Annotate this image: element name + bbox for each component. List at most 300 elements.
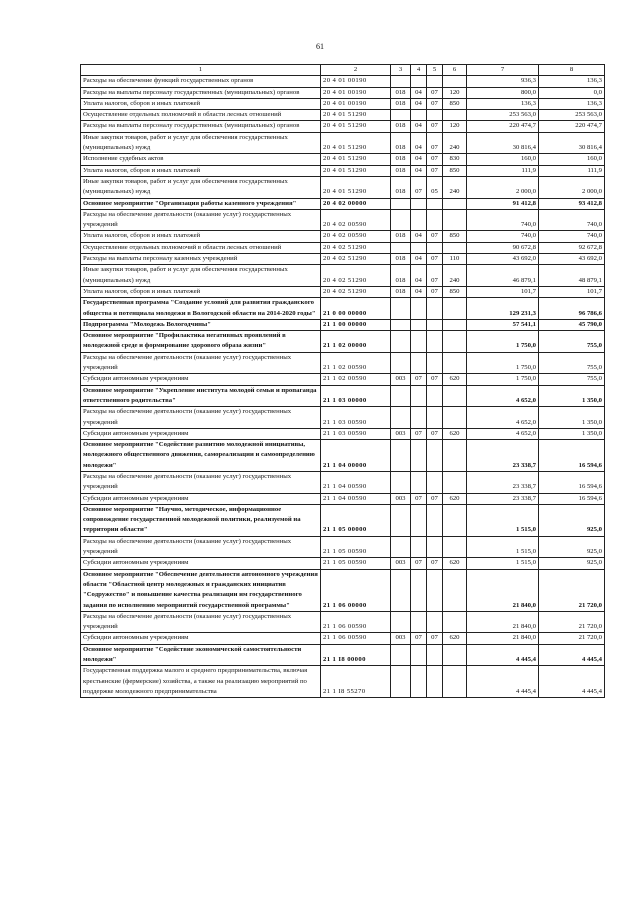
amount-year2-cell: 253 563,0 [539, 110, 605, 121]
expense-type-cell [443, 536, 467, 558]
expense-type-cell: 620 [443, 374, 467, 385]
target-article-cell: 20 4 01 00190 [321, 87, 391, 98]
subsection-cell [427, 440, 443, 472]
table-row [81, 633, 605, 644]
subsection-cell: 07 [427, 374, 443, 385]
amount-year1-cell: 1 515,0 [467, 558, 539, 569]
table-header-row [81, 65, 605, 76]
grbs-cell [391, 209, 411, 231]
page-number: 61 [316, 42, 324, 51]
header-cell: 8 [539, 65, 605, 76]
amount-year2-cell: 136,3 [539, 76, 605, 87]
subsection-cell [427, 298, 443, 320]
amount-year1-cell: 4 652,0 [467, 407, 539, 429]
row-name-cell: Основное мероприятие "Содействие развитию молодежной инициативы, молодежного общественного движения, самореализации и самоопределению молодежи" [81, 440, 321, 472]
target-article-cell: 21 1 03 00000 [321, 385, 391, 407]
target-article-cell: 20 4 01 51290 [321, 165, 391, 176]
target-article-cell: 21 1 06 00000 [321, 569, 391, 611]
subsection-cell: 07 [427, 633, 443, 644]
target-article-cell: 20 4 01 00190 [321, 76, 391, 87]
section-cell [411, 666, 427, 698]
amount-year1-cell: 21 840,0 [467, 633, 539, 644]
amount-year2-cell: 740,0 [539, 209, 605, 231]
amount-year2-cell: 92 672,8 [539, 242, 605, 253]
amount-year1-cell: 800,0 [467, 87, 539, 98]
subsection-cell [427, 242, 443, 253]
amount-year2-cell: 43 692,0 [539, 254, 605, 265]
target-article-cell: 21 1 04 00590 [321, 493, 391, 504]
table-row [81, 231, 605, 242]
amount-year1-cell: 253 563,0 [467, 110, 539, 121]
section-cell: 07 [411, 374, 427, 385]
amount-year2-cell: 111,9 [539, 165, 605, 176]
section-cell [411, 644, 427, 666]
expense-type-cell: 120 [443, 121, 467, 132]
table-row [81, 385, 605, 407]
subsection-cell [427, 471, 443, 493]
expense-type-cell: 240 [443, 176, 467, 198]
subsection-cell [427, 331, 443, 353]
header-cell: 6 [443, 65, 467, 76]
section-cell: 07 [411, 493, 427, 504]
amount-year1-cell: 936,3 [467, 76, 539, 87]
expense-type-cell [443, 331, 467, 353]
grbs-cell: 003 [391, 558, 411, 569]
amount-year1-cell: 23 338,7 [467, 440, 539, 472]
target-article-cell: 20 4 02 00000 [321, 198, 391, 209]
grbs-cell: 018 [391, 176, 411, 198]
target-article-cell: 21 1 02 00590 [321, 374, 391, 385]
row-name-cell: Субсидии автономным учреждениям [81, 633, 321, 644]
subsection-cell [427, 76, 443, 87]
table-row [81, 209, 605, 231]
table-row [81, 666, 605, 698]
section-cell [411, 407, 427, 429]
table-row [81, 265, 605, 287]
table-row [81, 374, 605, 385]
expense-type-cell: 850 [443, 286, 467, 297]
header-cell: 5 [427, 65, 443, 76]
subsection-cell [427, 407, 443, 429]
amount-year1-cell: 30 816,4 [467, 132, 539, 154]
header-cell: 4 [411, 65, 427, 76]
expense-type-cell: 110 [443, 254, 467, 265]
amount-year1-cell: 740,0 [467, 231, 539, 242]
row-name-cell: Расходы на выплаты персоналу государственных (муниципальных) органов [81, 87, 321, 98]
target-article-cell: 21 0 00 00000 [321, 298, 391, 320]
amount-year2-cell: 21 720,0 [539, 633, 605, 644]
section-cell: 04 [411, 132, 427, 154]
subsection-cell [427, 198, 443, 209]
section-cell [411, 440, 427, 472]
subsection-cell: 07 [427, 286, 443, 297]
grbs-cell: 018 [391, 165, 411, 176]
section-cell [411, 298, 427, 320]
table-row [81, 504, 605, 536]
row-name-cell: Осуществление отдельных полномочий в области лесных отношений [81, 242, 321, 253]
table-row [81, 198, 605, 209]
table-row [81, 242, 605, 253]
table-row [81, 331, 605, 353]
grbs-cell [391, 331, 411, 353]
grbs-cell [391, 76, 411, 87]
subsection-cell [427, 110, 443, 121]
row-name-cell: Расходы на выплаты персоналу государственных (муниципальных) органов [81, 121, 321, 132]
target-article-cell: 20 4 02 51290 [321, 254, 391, 265]
amount-year1-cell: 740,0 [467, 209, 539, 231]
section-cell: 07 [411, 428, 427, 439]
row-name-cell: Расходы на обеспечение деятельности (оказание услуг) государственных учреждений [81, 407, 321, 429]
expense-type-cell [443, 352, 467, 374]
subsection-cell: 07 [427, 165, 443, 176]
grbs-cell: 003 [391, 633, 411, 644]
grbs-cell: 003 [391, 493, 411, 504]
grbs-cell: 003 [391, 374, 411, 385]
header-cell: 3 [391, 65, 411, 76]
table-row [81, 644, 605, 666]
amount-year1-cell: 1 750,0 [467, 374, 539, 385]
table-row [81, 98, 605, 109]
table-row [81, 132, 605, 154]
section-cell: 04 [411, 165, 427, 176]
grbs-cell [391, 407, 411, 429]
grbs-cell [391, 504, 411, 536]
row-name-cell: Иные закупки товаров, работ и услуг для обеспечения государственных (муниципальных) нужд [81, 132, 321, 154]
grbs-cell: 018 [391, 87, 411, 98]
amount-year1-cell: 4 445,4 [467, 644, 539, 666]
target-article-cell: 21 1 00 00000 [321, 319, 391, 330]
target-article-cell: 21 1 05 00000 [321, 504, 391, 536]
section-cell: 04 [411, 154, 427, 165]
subsection-cell: 07 [427, 87, 443, 98]
expense-type-cell: 830 [443, 154, 467, 165]
row-name-cell: Субсидии автономным учреждениям [81, 493, 321, 504]
expense-type-cell [443, 198, 467, 209]
amount-year2-cell: 93 412,8 [539, 198, 605, 209]
section-cell: 07 [411, 633, 427, 644]
section-cell [411, 385, 427, 407]
row-name-cell: Расходы на обеспечение деятельности (оказание услуг) государственных учреждений [81, 471, 321, 493]
amount-year2-cell: 220 474,7 [539, 121, 605, 132]
subsection-cell [427, 352, 443, 374]
row-name-cell: Исполнение судебных актов [81, 154, 321, 165]
amount-year1-cell: 23 338,7 [467, 471, 539, 493]
amount-year2-cell: 755,0 [539, 331, 605, 353]
row-name-cell: Субсидии автономным учреждениям [81, 558, 321, 569]
expense-type-cell: 620 [443, 558, 467, 569]
header-cell: 7 [467, 65, 539, 76]
amount-year2-cell: 21 720,0 [539, 611, 605, 633]
grbs-cell [391, 298, 411, 320]
expense-type-cell: 620 [443, 428, 467, 439]
grbs-cell: 018 [391, 132, 411, 154]
table-row [81, 611, 605, 633]
subsection-cell [427, 209, 443, 231]
subsection-cell: 07 [427, 558, 443, 569]
amount-year1-cell: 46 879,1 [467, 265, 539, 287]
row-name-cell: Субсидии автономным учреждениям [81, 428, 321, 439]
target-article-cell: 21 1 06 00590 [321, 633, 391, 644]
section-cell [411, 569, 427, 611]
header-cell: 1 [81, 65, 321, 76]
subsection-cell: 07 [427, 493, 443, 504]
table-row [81, 176, 605, 198]
expense-type-cell [443, 407, 467, 429]
target-article-cell: 21 1 05 00590 [321, 536, 391, 558]
amount-year2-cell: 1 350,0 [539, 407, 605, 429]
row-name-cell: Уплата налогов, сборов и иных платежей [81, 165, 321, 176]
subsection-cell: 07 [427, 98, 443, 109]
target-article-cell: 20 4 01 00190 [321, 98, 391, 109]
row-name-cell: Уплата налогов, сборов и иных платежей [81, 231, 321, 242]
amount-year1-cell: 1 750,0 [467, 352, 539, 374]
row-name-cell: Государственная поддержка малого и среднего предпринимательства, включая крестьянские (фермерские) хозяйства, а также на реализацию мероприятий по поддержке молодежного предпринимательства [81, 666, 321, 698]
grbs-cell: 018 [391, 254, 411, 265]
expense-type-cell [443, 440, 467, 472]
expense-type-cell [443, 611, 467, 633]
grbs-cell: 018 [391, 286, 411, 297]
amount-year2-cell: 101,7 [539, 286, 605, 297]
row-name-cell: Уплата налогов, сборов и иных платежей [81, 286, 321, 297]
amount-year2-cell: 21 720,0 [539, 569, 605, 611]
row-name-cell: Осуществление отдельных полномочий в области лесных отношений [81, 110, 321, 121]
table-row [81, 493, 605, 504]
expense-type-cell [443, 471, 467, 493]
target-article-cell: 21 1 03 00590 [321, 428, 391, 439]
table-row [81, 319, 605, 330]
amount-year2-cell: 1 350,0 [539, 428, 605, 439]
subsection-cell: 05 [427, 176, 443, 198]
section-cell [411, 242, 427, 253]
row-name-cell: Субсидии автономным учреждениям [81, 374, 321, 385]
table-row [81, 471, 605, 493]
subsection-cell [427, 611, 443, 633]
grbs-cell: 018 [391, 265, 411, 287]
amount-year2-cell: 2 000,0 [539, 176, 605, 198]
amount-year1-cell: 1 515,0 [467, 536, 539, 558]
table-row [81, 428, 605, 439]
row-name-cell: Основное мероприятие "Научно, методическое, информационное сопровождение государственной молодежной политики, реализуемой на территории области" [81, 504, 321, 536]
table-row [81, 121, 605, 132]
amount-year2-cell: 740,0 [539, 231, 605, 242]
amount-year2-cell: 48 879,1 [539, 265, 605, 287]
amount-year1-cell: 129 231,3 [467, 298, 539, 320]
table-row [81, 286, 605, 297]
grbs-cell: 018 [391, 121, 411, 132]
subsection-cell: 07 [427, 265, 443, 287]
section-cell [411, 198, 427, 209]
subsection-cell: 07 [427, 121, 443, 132]
target-article-cell: 21 1 02 00590 [321, 352, 391, 374]
target-article-cell: 21 1 04 00590 [321, 471, 391, 493]
section-cell: 07 [411, 176, 427, 198]
table-row [81, 76, 605, 87]
subsection-cell [427, 536, 443, 558]
row-name-cell: Расходы на обеспечение функций государственных органов [81, 76, 321, 87]
grbs-cell [391, 611, 411, 633]
amount-year2-cell: 45 790,0 [539, 319, 605, 330]
expense-type-cell [443, 209, 467, 231]
table-row [81, 407, 605, 429]
amount-year1-cell: 21 840,0 [467, 569, 539, 611]
table-row [81, 165, 605, 176]
row-name-cell: Подпрограмма "Молодежь Вологодчины" [81, 319, 321, 330]
grbs-cell [391, 198, 411, 209]
row-name-cell: Основное мероприятие "Организация работы казенного учреждения" [81, 198, 321, 209]
amount-year1-cell: 91 412,8 [467, 198, 539, 209]
section-cell: 04 [411, 98, 427, 109]
table-row [81, 352, 605, 374]
amount-year2-cell: 0,0 [539, 87, 605, 98]
amount-year1-cell: 220 474,7 [467, 121, 539, 132]
amount-year1-cell: 136,3 [467, 98, 539, 109]
row-name-cell: Расходы на обеспечение деятельности (оказание услуг) государственных учреждений [81, 352, 321, 374]
grbs-cell [391, 440, 411, 472]
expense-type-cell: 850 [443, 98, 467, 109]
target-article-cell: 20 4 01 51290 [321, 110, 391, 121]
target-article-cell: 20 4 02 00590 [321, 209, 391, 231]
target-article-cell: 20 4 01 51290 [321, 154, 391, 165]
amount-year1-cell: 90 672,8 [467, 242, 539, 253]
grbs-cell [391, 569, 411, 611]
target-article-cell: 20 4 02 51290 [321, 242, 391, 253]
amount-year2-cell: 1 350,0 [539, 385, 605, 407]
row-name-cell: Государственная программа "Создание условий для развития гражданского общества и потенциала молодежи в Вологодской области на 2014-2020 годы" [81, 298, 321, 320]
section-cell: 04 [411, 87, 427, 98]
amount-year2-cell: 755,0 [539, 352, 605, 374]
expense-type-cell: 850 [443, 231, 467, 242]
table-row [81, 298, 605, 320]
row-name-cell: Расходы на обеспечение деятельности (оказание услуг) государственных учреждений [81, 536, 321, 558]
section-cell [411, 352, 427, 374]
amount-year1-cell: 23 338,7 [467, 493, 539, 504]
amount-year1-cell: 1 750,0 [467, 331, 539, 353]
target-article-cell: 20 4 02 00590 [321, 231, 391, 242]
amount-year2-cell: 16 594,6 [539, 471, 605, 493]
section-cell [411, 504, 427, 536]
section-cell: 04 [411, 231, 427, 242]
expense-type-cell [443, 242, 467, 253]
amount-year1-cell: 111,9 [467, 165, 539, 176]
subsection-cell: 07 [427, 154, 443, 165]
amount-year1-cell: 160,0 [467, 154, 539, 165]
expense-type-cell [443, 569, 467, 611]
subsection-cell: 07 [427, 428, 443, 439]
table-row [81, 110, 605, 121]
amount-year1-cell: 4 445,4 [467, 666, 539, 698]
row-name-cell: Расходы на обеспечение деятельности (оказание услуг) государственных учреждений [81, 611, 321, 633]
amount-year2-cell: 755,0 [539, 374, 605, 385]
target-article-cell: 20 4 02 51290 [321, 265, 391, 287]
row-name-cell: Уплата налогов, сборов и иных платежей [81, 98, 321, 109]
expense-type-cell: 240 [443, 132, 467, 154]
subsection-cell: 07 [427, 132, 443, 154]
expense-type-cell: 620 [443, 493, 467, 504]
subsection-cell: 07 [427, 254, 443, 265]
expense-type-cell [443, 76, 467, 87]
expense-type-cell [443, 385, 467, 407]
amount-year2-cell: 925,0 [539, 504, 605, 536]
expense-type-cell [443, 319, 467, 330]
target-article-cell: 21 1 02 00000 [321, 331, 391, 353]
expense-type-cell: 240 [443, 265, 467, 287]
amount-year1-cell: 101,7 [467, 286, 539, 297]
amount-year1-cell: 1 515,0 [467, 504, 539, 536]
subsection-cell [427, 666, 443, 698]
row-name-cell: Основное мероприятие "Обеспечение деятельности автономного учреждения области "Областной центр молодежных и гражданских инициатив "Содружество" и повышение качества реализации им государственного задания по исполнению мероприятий государственной программы" [81, 569, 321, 611]
expense-type-cell [443, 298, 467, 320]
section-cell [411, 319, 427, 330]
grbs-cell [391, 319, 411, 330]
section-cell: 04 [411, 254, 427, 265]
target-article-cell: 20 4 01 51290 [321, 121, 391, 132]
section-cell: 04 [411, 121, 427, 132]
expense-type-cell [443, 110, 467, 121]
grbs-cell [391, 666, 411, 698]
target-article-cell: 20 4 01 51290 [321, 132, 391, 154]
subsection-cell [427, 319, 443, 330]
amount-year2-cell: 4 445,4 [539, 644, 605, 666]
target-article-cell: 20 4 01 51290 [321, 176, 391, 198]
grbs-cell [391, 471, 411, 493]
amount-year1-cell: 2 000,0 [467, 176, 539, 198]
section-cell [411, 209, 427, 231]
table-row [81, 154, 605, 165]
target-article-cell: 21 1 03 00590 [321, 407, 391, 429]
grbs-cell [391, 352, 411, 374]
expense-type-cell [443, 666, 467, 698]
amount-year2-cell: 160,0 [539, 154, 605, 165]
header-cell: 2 [321, 65, 391, 76]
amount-year1-cell: 43 692,0 [467, 254, 539, 265]
table-row [81, 254, 605, 265]
amount-year1-cell: 4 652,0 [467, 385, 539, 407]
grbs-cell: 018 [391, 231, 411, 242]
grbs-cell: 018 [391, 154, 411, 165]
target-article-cell: 21 1 I8 55270 [321, 666, 391, 698]
table-row [81, 440, 605, 472]
section-cell: 04 [411, 265, 427, 287]
row-name-cell: Иные закупки товаров, работ и услуг для обеспечения государственных (муниципальных) нужд [81, 265, 321, 287]
section-cell: 07 [411, 558, 427, 569]
subsection-cell [427, 504, 443, 536]
expense-type-cell: 850 [443, 165, 467, 176]
table-row [81, 87, 605, 98]
grbs-cell [391, 110, 411, 121]
grbs-cell [391, 644, 411, 666]
target-article-cell: 21 1 06 00590 [321, 611, 391, 633]
section-cell [411, 76, 427, 87]
budget-table [80, 64, 605, 698]
grbs-cell: 018 [391, 98, 411, 109]
target-article-cell: 21 1 I8 00000 [321, 644, 391, 666]
amount-year2-cell: 96 786,6 [539, 298, 605, 320]
row-name-cell: Расходы на обеспечение деятельности (оказание услуг) государственных учреждений [81, 209, 321, 231]
section-cell [411, 536, 427, 558]
row-name-cell: Основное мероприятие "Содействие экономической самостоятельности молодежи" [81, 644, 321, 666]
amount-year1-cell: 21 840,0 [467, 611, 539, 633]
subsection-cell: 07 [427, 231, 443, 242]
table-row [81, 558, 605, 569]
section-cell [411, 110, 427, 121]
amount-year2-cell: 30 816,4 [539, 132, 605, 154]
expense-type-cell [443, 644, 467, 666]
expense-type-cell: 120 [443, 87, 467, 98]
grbs-cell [391, 242, 411, 253]
expense-type-cell [443, 504, 467, 536]
section-cell: 04 [411, 286, 427, 297]
section-cell [411, 471, 427, 493]
